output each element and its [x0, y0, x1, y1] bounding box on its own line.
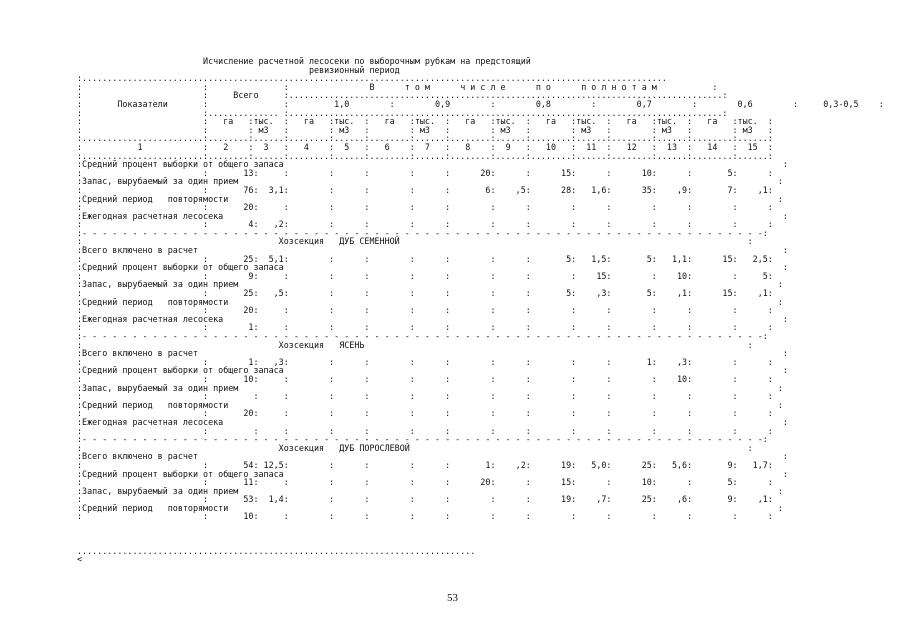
calculation-table-text: Исчисление расчетной лесосеки по выборочным рубкам на предстоящий ревизионный период :.................................................................................................................... : : : В т о м ч и с л е п о п о л н о т а м : : : Всего :......................................................................................: : Показатели : : 1,0 : 0,9 : 0,8 : 0,7 : 0,6 : 0,3-0,5 : : :.............. :......................................................................................: : : га :тыс. : га :тыс. : га :тыс. : га :тыс. : га :тыс. : га :тыс. : га :тыс. : : : : м3 : : м3 : : м3 : : м3 : : м3 : : м3 : : м3 : :........................:........:......:........:......:........:......:........:......:........:......:........:......:........:......: : 1 : 2 : 3 : 4 : 5 : 6 : 7 : 8 : 9 : 10 : 11 : 12 : 13 : 14 : 15 : :........................:........:......:........:......:........:......:........:......:........:......:........:......:........:......: :Средний процент выборки от общего запаса : : : 13: : : : : : 20: : 15: : 10: : 5: : :Запас, вырубаемый за один прием : : : 76: 3,1: : : : : 6: ,5: 28: 1,6: 35: ,9: 7: ,1: :Средний период повторямости : : : 20: : : : : : : : : : : : : : :Ежегодная расчетная лесосека : : : 4: ,2: : : : : : : : : : : : : :- - - - - - - - - - - - - - - - - - - - - - - - - - - - - - - - - - - - - - - - - - - - - - - - - - - - - - - - - - - - - - - - - - - -: : Хозсекция ДУБ СЕМЕННОЙ : :Всего включено в расчет : : : 25: 5,1: : : : : : : 5: 1,5: 5: 1,1: 15: 2,5: :Средний процент выборки от общего запаса : : : 9: : : : : : : : : 15: : 10: : 5: :Запас, вырубаемый за один прием : : : 25: ,5: : : : : : : 5: ,3: 5: ,1: 15: ,1: :Средний период повторямости : : : 20: : : : : : : : : : : : : : :Ежегодная расчетная лесосека : : : 1: : : : : : : : : : : : : : :- - - - - - - - - - - - - - - - - - - - - - - - - - - - - - - - - - - - - - - - - - - - - - - - - - - - - - - - - - - - - - - - - - - -: : Хозсекция ЯСЕНЬ : :Всего включено в расчет : : : 1: ,3: : : : : : : : : 1: ,3: : : :Средний процент выборки от общего запаса : : : 10: : : : : : : : : : : 10: : : :Запас, вырубаемый за один прием : : : : : : : : : : : : : : : : : :Средний период повторямости : : : 20: : : : : : : : : : : : : : :Ежегодная расчетная лесосека : : : : : : : : : : : : : : : : : :- - - - - - - - - - - - - - - - - - - - - - - - - - - - - - - - - - - - - - - - - - - - - - - - - - - - - - - - - - - - - - - - - - - -: : Хозсекция ДУБ ПОРОСЛЕВОЙ : :Всего включено в расчет : : : 54: 12,5: : : : : 1: ,2: 19: 5,0: 25: 5,6: 9: 1,7: :Средний процент выборки от общего запаса : : : 11: : : : : : 20: : 15: : 10: : 5: : :Запас, вырубаемый за один прием : : : 53: 1,4: : : : : : : 19: ,7: 25: ,6: 9: ,1: :Средний период повторямости : : : 10: : : : : : : : : : : : : : ............................................................................... < [77, 56, 884, 565]
page-number: 53 [447, 592, 458, 604]
